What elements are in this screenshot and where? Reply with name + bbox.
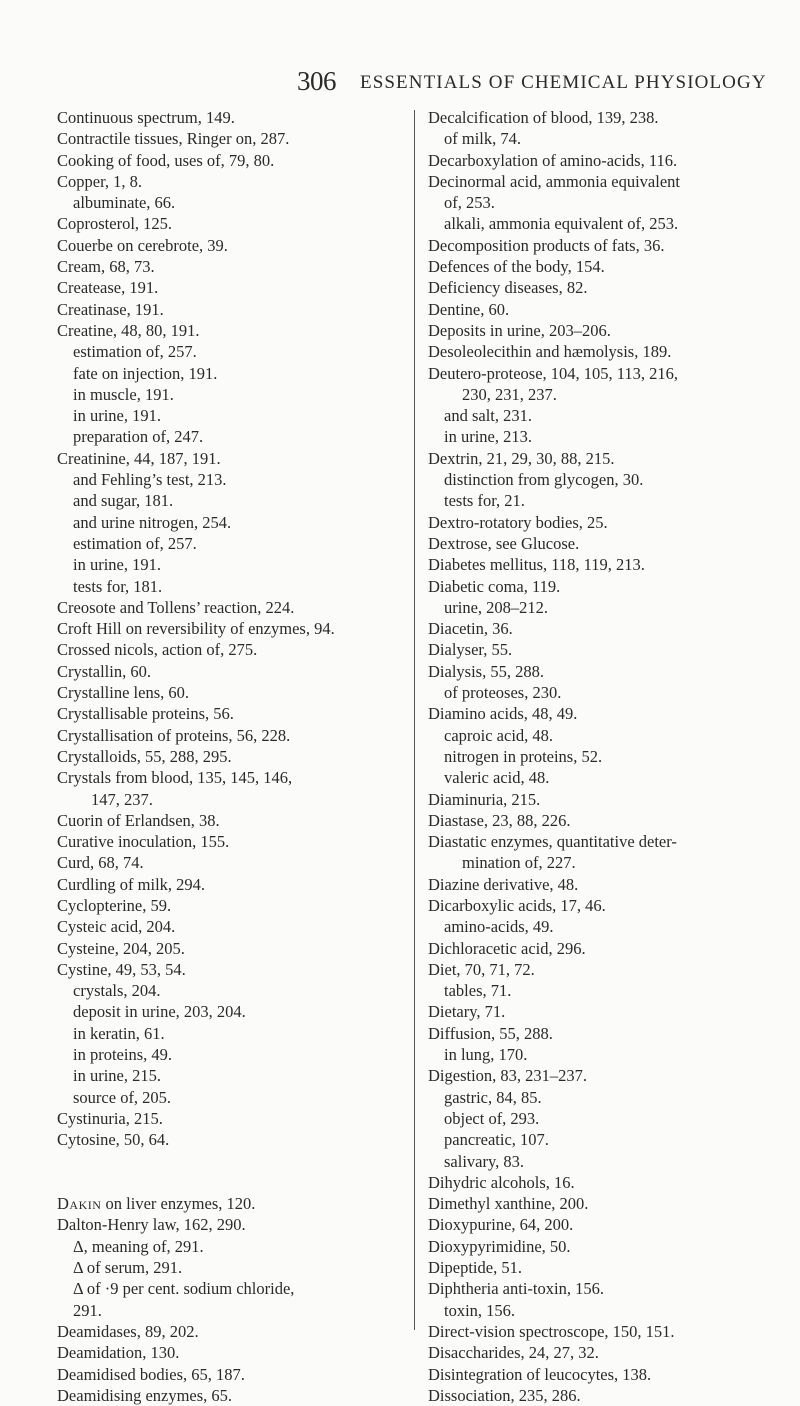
index-entry: Deamidases, 89, 202. [57,1321,199,1341]
index-entry [57,1193,417,1214]
index-subentry: estimation of, 257. [73,533,197,553]
index-entry: Cysteine, 204, 205. [57,938,185,958]
index-subentry: albuminate, 66. [73,193,176,213]
index-column-left [57,107,417,1406]
index-subentry: amino-acids, 49. [444,917,554,937]
index-subentry: in keratin, 61. [73,1023,165,1043]
index-subentry: and sugar, 181. [73,491,174,511]
index-entry: Decomposition products of fats, 36. [428,235,665,255]
index-subentry: urine, 208–212. [444,597,549,617]
index-entry: Digestion, 83, 231–237. [428,1066,588,1086]
index-entry: Dioxypurine, 64, 200. [428,1215,574,1235]
index-entry: Diamino acids, 48, 49. [428,704,578,724]
index-subentry: Δ of serum, 291. [73,1258,183,1278]
index-entry: Decarboxylation of amino-acids, 116. [428,150,678,170]
index-entry: Dextro-rotatory bodies, 25. [428,512,608,532]
column-divider [414,110,415,1330]
index-entry: Copper, 1, 8. [57,171,143,191]
index-entry: Diffusion, 55, 288. [428,1023,553,1043]
index-subentry: valeric acid, 48. [444,768,550,788]
small-caps-lead: Dakin [57,1194,102,1214]
index-subentry: Δ, meaning of, 291. [73,1236,204,1256]
index-entry: Creosote and Tollens’ reaction, 224. [57,597,295,617]
index-entry: Dichloracetic acid, 296. [428,938,586,958]
index-entry: Cytosine, 50, 64. [57,1130,170,1150]
index-entry: Cysteic acid, 204. [57,917,176,937]
index-subentry: preparation of, 247. [73,427,204,447]
index-entry: Continuous spectrum, 149. [57,108,235,127]
index-subentry: distinction from glycogen, 30. [444,470,644,490]
index-entry: Deamidised bodies, 65, 187. [57,1364,245,1384]
running-head: ESSENTIALS OF CHEMICAL PHYSIOLOGY [360,72,767,93]
index-subentry: source of, 205. [73,1087,172,1107]
index-entry: Decinormal acid, ammonia equivalent [428,171,680,191]
index-entry: Disintegration of leucocytes, 138. [428,1364,652,1384]
index-entry: Defences of the body, 154. [428,257,605,277]
index-entry: Deamidation, 130. [57,1343,180,1363]
index-subentry: in proteins, 49. [73,1045,172,1065]
index-entry: Dihydric alcohols, 16. [428,1172,575,1192]
index-entry: Diabetes mellitus, 118, 119, 213. [428,555,645,575]
index-entry: Cystinuria, 215. [57,1108,163,1128]
index-entry: Diabetic coma, 119. [428,576,561,596]
index-entry: Decalcification of blood, 139, 238. [428,108,659,127]
index-entry: Cystine, 49, 53, 54. [57,959,186,979]
index-entry: Curative inoculation, 155. [57,832,230,852]
index-subentry: in muscle, 191. [73,384,174,404]
index-subentry: Δ of ·9 per cent. sodium chloride, [73,1279,295,1299]
index-subentry: in urine, 213. [444,427,532,447]
index-subentry: 230, 231, 237. [462,384,557,404]
index-subentry: caproic acid, 48. [444,725,554,745]
index-entry: Cuorin of Erlandsen, 38. [57,810,220,830]
index-subentry: tables, 71. [444,981,512,1001]
index-entry: Croft Hill on reversibility of enzymes, 94. [57,619,335,639]
index-subentry: 291. [73,1300,102,1320]
index-entry: Dipeptide, 51. [428,1258,522,1278]
index-subentry: and Fehling’s test, 213. [73,470,227,490]
index-entry: Deposits in urine, 203–206. [428,320,611,340]
index-entry: Cooking of food, uses of, 79, 80. [57,150,275,170]
index-subentry: 147, 237. [91,789,153,809]
index-entry: Deamidising enzymes, 65. [57,1385,233,1405]
index-subentry: estimation of, 257. [73,342,197,362]
index-entry: Dentine, 60. [428,299,510,319]
index-subentry: of, 253. [444,193,495,213]
index-subentry: in urine, 191. [73,406,161,426]
index-entry: Coprosterol, 125. [57,214,173,234]
index-entry: Crystalline lens, 60. [57,683,189,703]
index-subentry: of milk, 74. [444,129,521,149]
index-entry: Diaminuria, 215. [428,789,541,809]
index-entry: Disaccharides, 24, 27, 32. [428,1343,599,1363]
index-entry: Creatine, 48, 80, 191. [57,320,200,340]
index-subentry: in lung, 170. [444,1045,528,1065]
entry-rest: on liver enzymes, 120. [101,1194,256,1214]
index-entry: Dietary, 71. [428,1002,506,1022]
index-entry: Dialyser, 55. [428,640,513,660]
index-entry: Deutero-proteose, 104, 105, 113, 216, [428,363,679,383]
index-entry: Dextrose, see Glucose. [428,533,580,553]
index-entry: Dioxypyrimidine, 50. [428,1236,571,1256]
index-subentry: pancreatic, 107. [444,1130,549,1150]
index-subentry: tests for, 21. [444,491,525,511]
index-entry: Diastatic enzymes, quantitative deter- [428,832,677,852]
index-subentry: deposit in urine, 203, 204. [73,1002,246,1022]
index-entry: Crystallisation of proteins, 56, 228. [57,725,291,745]
index-entry: Creatinine, 44, 187, 191. [57,448,221,468]
index-entry: Dalton-Henry law, 162, 290. [57,1215,246,1235]
index-subentry: fate on injection, 191. [73,363,218,383]
index-entry: Crystalloids, 55, 288, 295. [57,746,232,766]
index-subentry: in urine, 191. [73,555,161,575]
index-entry: Dialysis, 55, 288. [428,661,544,681]
index-subentry: salivary, 83. [444,1151,525,1171]
index-entry: Diphtheria anti-toxin, 156. [428,1279,604,1299]
index-subentry: crystals, 204. [73,981,161,1001]
index-subentry: mination of, 227. [462,853,576,873]
index-entry: Direct-vision spectroscope, 150, 151. [428,1321,675,1341]
index-entry: Diacetin, 36. [428,619,513,639]
index-subentry: of proteoses, 230. [444,683,562,703]
index-entry: Dimethyl xanthine, 200. [428,1194,589,1214]
index-entry: Dissociation, 235, 286. [428,1385,581,1405]
spacer [57,1151,417,1172]
index-entry: Contractile tissues, Ringer on, 287. [57,129,290,149]
index-entry: Deficiency diseases, 82. [428,278,588,298]
index-entry: Diazine derivative, 48. [428,874,579,894]
index-subentry: gastric, 84, 85. [444,1087,542,1107]
index-entry: Curdling of milk, 294. [57,874,206,894]
index-entry: Diastase, 23, 88, 226. [428,810,571,830]
index-entry: Crystallin, 60. [57,661,151,681]
index-subentry: and urine nitrogen, 254. [73,512,232,532]
page-header [0,66,800,106]
index-entry: Curd, 68, 74. [57,853,144,873]
index-subentry: alkali, ammonia equivalent of, 253. [444,214,679,234]
index-subentry: object of, 293. [444,1108,540,1128]
index-entry: Desoleolecithin and hæmolysis, 189. [428,342,672,362]
index-entry: Diet, 70, 71, 72. [428,959,535,979]
index-entry: Crystallisable proteins, 56. [57,704,234,724]
index-subentry: tests for, 181. [73,576,163,596]
index-entry: Cyclopterine, 59. [57,895,172,915]
index-entry: Crystals from blood, 135, 145, 146, [57,768,293,788]
index-entry: Cream, 68, 73. [57,257,155,277]
index-subentry: in urine, 215. [73,1066,161,1086]
index-column-right [428,107,800,1406]
index-entry: Dextrin, 21, 29, 30, 88, 215. [428,448,615,468]
index-subentry: toxin, 156. [444,1300,516,1320]
spacer [57,1172,417,1193]
index-subentry: nitrogen in proteins, 52. [444,746,603,766]
page-number: 306 [297,66,336,96]
index-entry: Couerbe on cerebrote, 39. [57,235,228,255]
index-entry: Crossed nicols, action of, 275. [57,640,258,660]
index-entry: Dicarboxylic acids, 17, 46. [428,895,606,915]
index-subentry: and salt, 231. [444,406,532,426]
index-entry: Creatinase, 191. [57,299,164,319]
index-entry: Createase, 191. [57,278,159,298]
